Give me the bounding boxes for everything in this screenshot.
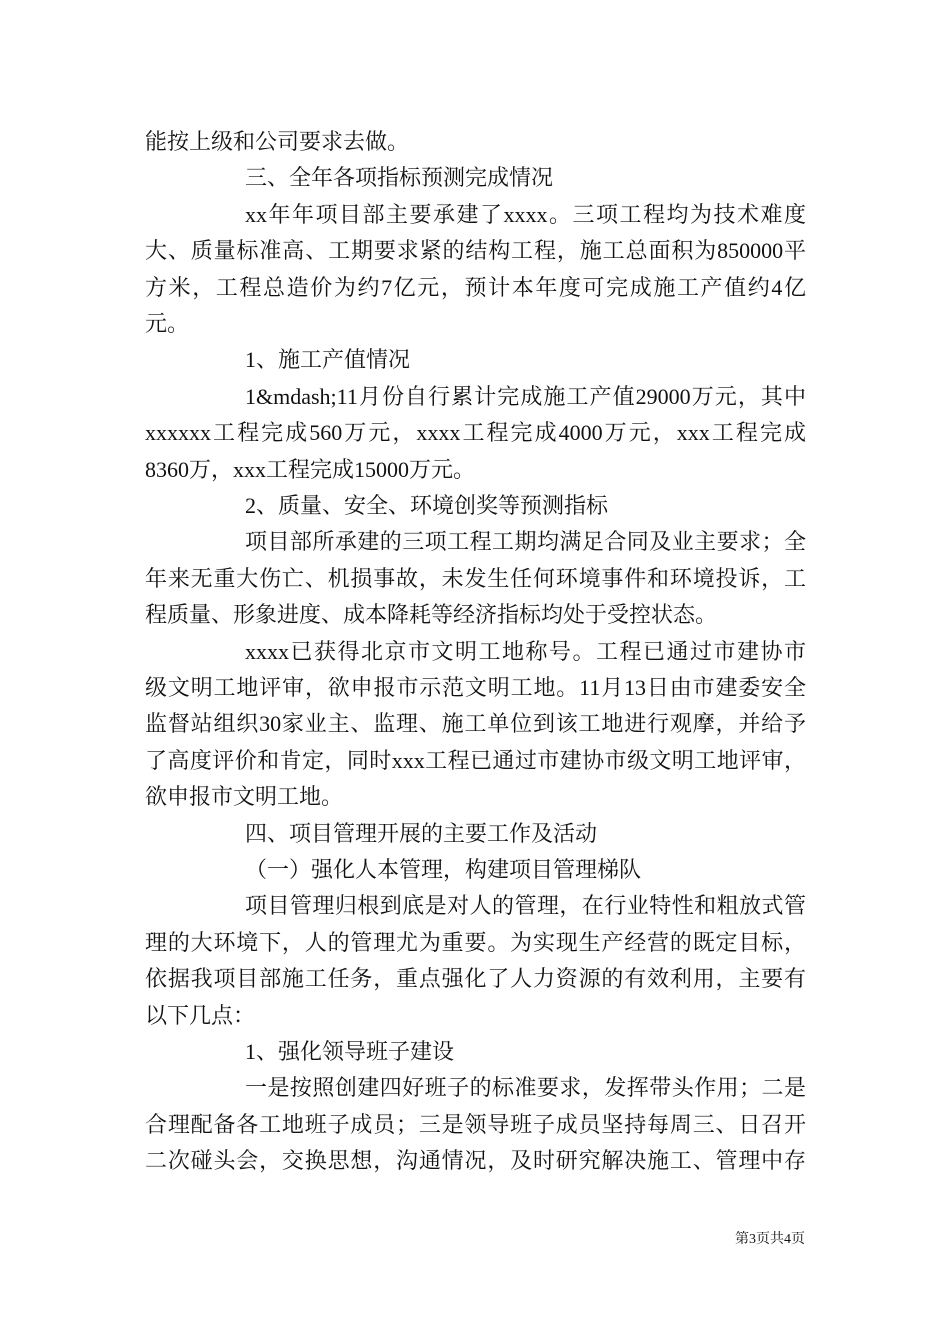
text-line: 方米，工程总造价为约7亿元，预计本年度可完成施工产值约4亿 <box>145 274 806 300</box>
text-line: 大、质量标准高、工期要求紧的结构工程，施工总面积为850000平 <box>145 238 806 264</box>
page-number-footer: 第3页共4页 <box>735 1232 805 1247</box>
text-line: 了高度评价和肯定，同时xxx工程已通过市建协市级文明工地评审， <box>145 747 806 773</box>
text-line: 二次碰头会，交换思想，沟通情况，及时研究解决施工、管理中存 <box>145 1148 806 1174</box>
text-line: 1&mdash;11月份自行累计完成施工产值29000万元，其中 <box>245 383 806 409</box>
text-line: xx年年项目部主要承建了xxxx。三项工程均为技术难度 <box>245 201 806 227</box>
text-line: 8360万，xxx工程完成15000万元。 <box>145 456 476 482</box>
text-line: 元。 <box>145 311 190 336</box>
text-line: 一是按照创建四好班子的标准要求，发挥带头作用；二是 <box>245 1075 806 1101</box>
text-line: 欲申报市文明工地。 <box>145 784 344 810</box>
text-line: 四、项目管理开展的主要工作及活动 <box>245 820 598 846</box>
text-line: 项目管理归根到底是对人的管理，在行业特性和粗放式管 <box>245 893 806 919</box>
text-line: xxxxxx工程完成560万元，xxxx工程完成4000万元，xxx工程完成 <box>145 420 806 446</box>
text-line: 三、全年各项指标预测完成情况 <box>245 165 554 191</box>
text-line: （一）强化人本管理，构建项目管理梯队 <box>245 857 642 882</box>
text-line: 项目部所承建的三项工程工期均满足合同及业主要求；全 <box>245 529 806 555</box>
text-line: 1、强化领导班子建设 <box>245 1039 455 1064</box>
text-line: 1、施工产值情况 <box>245 347 411 373</box>
text-line: 2、质量、安全、环境创奖等预测指标 <box>245 493 609 518</box>
text-line: 监督站组织30家业主、监理、施工单位到该工地进行观摩，并给予 <box>145 711 806 737</box>
text-line: 理的大环境下，人的管理尤为重要。为实现生产经营的既定目标， <box>145 929 806 955</box>
text-line: xxxx已获得北京市文明工地称号。工程已通过市建协市 <box>245 638 806 664</box>
text-line: 能按上级和公司要求去做。 <box>145 129 410 154</box>
text-line: 合理配备各工地班子成员；三是领导班子成员坚持每周三、日召开 <box>145 1111 806 1137</box>
text-line: 程质量、形象进度、成本降耗等经济指标均处于受控状态。 <box>145 602 718 628</box>
text-line: 依据我项目部施工任务，重点强化了人力资源的有效利用，主要有 <box>145 966 806 992</box>
text-line: 级文明工地评审，欲申报市示范文明工地。11月13日由市建委安全 <box>145 675 806 700</box>
text-line: 以下几点： <box>145 1002 256 1028</box>
text-line: 年来无重大伤亡、机损事故，未发生任何环境事件和环境投诉，工 <box>145 565 806 591</box>
